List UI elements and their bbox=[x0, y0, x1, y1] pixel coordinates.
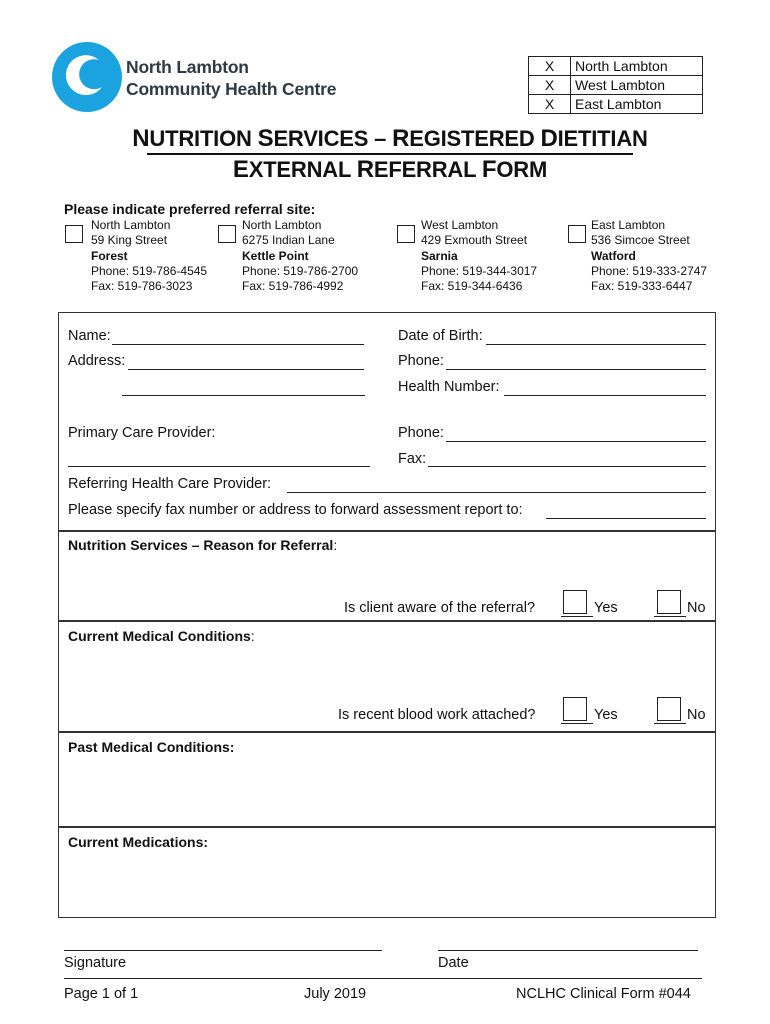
title-part: EFERRAL bbox=[373, 157, 482, 182]
site-checkbox-kettle-point[interactable] bbox=[218, 225, 236, 243]
footer-rule bbox=[64, 978, 702, 979]
title-part: ORM bbox=[496, 157, 548, 182]
form-title-line1 bbox=[0, 125, 770, 153]
site-fax: Fax: 519-333-6447 bbox=[591, 279, 693, 294]
site-name: West Lambton bbox=[571, 76, 703, 95]
current-conditions-heading bbox=[68, 628, 255, 644]
reason-heading-text: Nutrition Services – Reason for Referral bbox=[68, 537, 334, 553]
site-mark[interactable]: X bbox=[529, 95, 571, 114]
site-line: West Lambton bbox=[421, 218, 499, 232]
site-line: 6275 Indian Lane bbox=[242, 233, 335, 248]
site-fax: Fax: 519-786-4992 bbox=[242, 279, 344, 294]
site-option-sarnia bbox=[421, 218, 537, 294]
current-conditions-text: Current Medical Conditions bbox=[68, 628, 251, 644]
org-name-line2: Community Health Centre bbox=[126, 79, 337, 99]
provider-phone-label: Phone: bbox=[398, 425, 444, 441]
bloodwork-yes-label: Yes bbox=[594, 707, 618, 723]
name-field[interactable] bbox=[112, 344, 364, 345]
client-aware-no-checkbox[interactable] bbox=[657, 590, 681, 614]
client-aware-question: Is client aware of the referral? bbox=[344, 600, 536, 616]
site-row bbox=[529, 76, 703, 95]
medications-heading: Current Medications: bbox=[68, 834, 209, 850]
dob-label: Date of Birth: bbox=[398, 328, 483, 344]
site-option-kettle-point bbox=[242, 218, 358, 294]
section-divider bbox=[59, 826, 715, 828]
site-checkbox-watford[interactable] bbox=[568, 225, 586, 243]
site-table bbox=[528, 56, 703, 114]
forward-report-field[interactable] bbox=[546, 518, 706, 519]
site-line: North Lambton bbox=[91, 218, 171, 232]
title-part: F bbox=[481, 156, 497, 183]
provider-phone-field[interactable] bbox=[446, 441, 706, 442]
date-line[interactable] bbox=[438, 950, 698, 951]
bloodwork-question: Is recent blood work attached? bbox=[338, 707, 536, 723]
client-aware-no-line bbox=[654, 616, 686, 617]
signature-line[interactable] bbox=[64, 950, 382, 951]
current-conditions-colon: : bbox=[250, 628, 255, 644]
section-divider bbox=[59, 620, 715, 622]
title-part: S bbox=[257, 125, 274, 152]
address-field[interactable] bbox=[128, 369, 364, 370]
phone-field[interactable] bbox=[446, 369, 706, 370]
signature-label: Signature bbox=[64, 955, 127, 971]
title-part: XTERNAL bbox=[248, 157, 357, 182]
site-fax: Fax: 519-786-3023 bbox=[91, 279, 193, 294]
site-phone: Phone: 519-344-3017 bbox=[421, 263, 538, 278]
health-number-label: Health Number: bbox=[398, 379, 500, 395]
client-aware-no-label: No bbox=[687, 600, 706, 616]
title-part: ERVICES – bbox=[273, 126, 393, 151]
section-divider bbox=[59, 530, 715, 532]
forward-report-label: Please specify fax number or address to forward assessment report to: bbox=[68, 502, 523, 518]
site-checkbox-forest[interactable] bbox=[65, 225, 83, 243]
title-part: R bbox=[392, 125, 410, 152]
title-underline bbox=[147, 153, 633, 155]
primary-care-label: Primary Care Provider: bbox=[68, 425, 216, 441]
client-aware-yes-line bbox=[561, 616, 593, 617]
bloodwork-no-checkbox[interactable] bbox=[657, 697, 681, 721]
dob-field[interactable] bbox=[486, 344, 706, 345]
site-line: East Lambton bbox=[591, 218, 666, 232]
past-conditions-heading: Past Medical Conditions: bbox=[68, 739, 235, 755]
address-field-line2[interactable] bbox=[122, 395, 365, 396]
site-mark[interactable]: X bbox=[529, 57, 571, 76]
reason-heading-colon: : bbox=[333, 537, 338, 553]
site-mark[interactable]: X bbox=[529, 76, 571, 95]
site-phone: Phone: 519-333-2747 bbox=[591, 263, 708, 278]
title-part: EGISTERED bbox=[409, 126, 541, 151]
client-aware-yes-checkbox[interactable] bbox=[563, 590, 587, 614]
title-part: UTRITION bbox=[149, 126, 258, 151]
title-part: D bbox=[540, 125, 558, 152]
title-part: IETITIAN bbox=[557, 126, 648, 151]
referral-site-prompt: Please indicate preferred referral site: bbox=[64, 201, 316, 217]
phone-label: Phone: bbox=[398, 353, 444, 369]
site-line: North Lambton bbox=[242, 218, 322, 232]
page-number: Page 1 of 1 bbox=[64, 986, 139, 1002]
site-option-forest bbox=[91, 218, 207, 294]
form-title-line2 bbox=[0, 156, 770, 184]
site-row bbox=[529, 57, 703, 76]
reason-for-referral-heading bbox=[68, 537, 337, 553]
health-number-field[interactable] bbox=[504, 395, 706, 396]
site-option-watford bbox=[591, 218, 707, 294]
logo-icon bbox=[52, 42, 122, 112]
site-fax: Fax: 519-344-6436 bbox=[421, 279, 523, 294]
primary-care-field[interactable] bbox=[68, 466, 370, 467]
title-part: N bbox=[132, 125, 150, 152]
section-divider bbox=[59, 731, 715, 733]
site-row bbox=[529, 95, 703, 114]
revision-date: July 2019 bbox=[304, 986, 367, 1002]
title-part: R bbox=[356, 156, 374, 183]
name-label: Name: bbox=[68, 328, 111, 344]
referring-provider-field[interactable] bbox=[287, 492, 706, 493]
site-line: 429 Exmouth Street bbox=[421, 233, 528, 248]
bloodwork-no-label: No bbox=[687, 707, 706, 723]
bloodwork-no-line bbox=[654, 723, 686, 724]
site-city: Kettle Point bbox=[242, 248, 309, 263]
org-name-line1: North Lambton bbox=[126, 57, 249, 77]
address-label: Address: bbox=[68, 353, 126, 369]
provider-fax-label: Fax: bbox=[398, 451, 427, 467]
site-line: 536 Simcoe Street bbox=[591, 233, 690, 248]
site-city: Watford bbox=[591, 248, 636, 263]
site-name: East Lambton bbox=[571, 95, 703, 114]
date-label: Date bbox=[438, 955, 469, 971]
site-phone: Phone: 519-786-2700 bbox=[242, 263, 359, 278]
org-name bbox=[126, 56, 336, 100]
title-part: E bbox=[232, 156, 249, 183]
form-id: NCLHC Clinical Form #044 bbox=[516, 986, 691, 1002]
bloodwork-yes-checkbox[interactable] bbox=[563, 697, 587, 721]
site-name: North Lambton bbox=[571, 57, 703, 76]
site-checkbox-sarnia[interactable] bbox=[397, 225, 415, 243]
site-city: Forest bbox=[91, 248, 128, 263]
provider-fax-field[interactable] bbox=[428, 466, 706, 467]
site-line: 59 King Street bbox=[91, 233, 168, 248]
bloodwork-yes-line bbox=[561, 723, 593, 724]
site-phone: Phone: 519-786-4545 bbox=[91, 263, 208, 278]
referring-provider-label: Referring Health Care Provider: bbox=[68, 476, 272, 492]
client-aware-yes-label: Yes bbox=[594, 600, 618, 616]
site-city: Sarnia bbox=[421, 248, 458, 263]
